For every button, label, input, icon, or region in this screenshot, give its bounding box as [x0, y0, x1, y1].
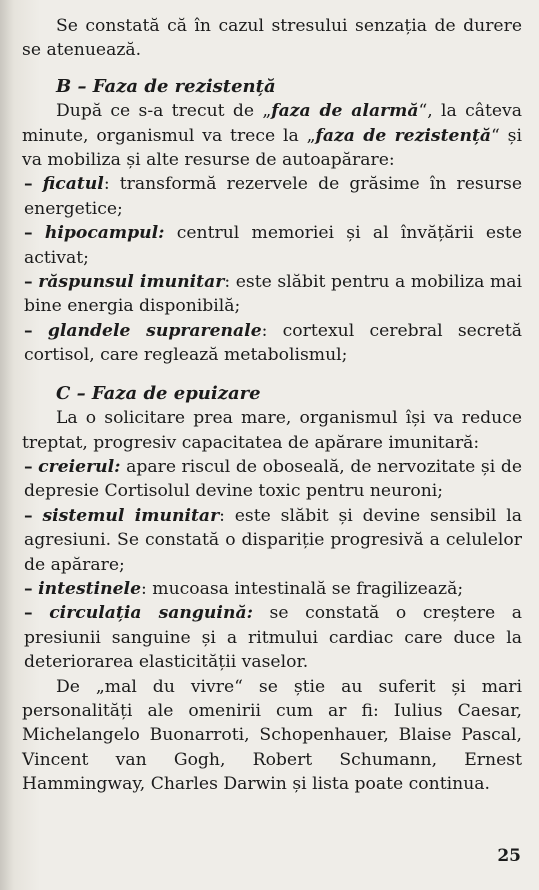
- term-resistance-phase: faza de rezistență: [315, 125, 492, 146]
- list-item-term: circulația sanguină:: [49, 603, 253, 624]
- section-c-heading: C – Faza de epuizare: [56, 382, 261, 404]
- intro-paragraph: Se constată că în cazul stresului senzația de durere se atenuează.: [22, 16, 522, 61]
- list-item-text: se constată o creștere a presiunii sanguine și a ritmului cardiac care duce la deteriorarea elasticității vaselor.: [24, 603, 522, 673]
- term-alarm-phase: faza de alarmă: [271, 101, 419, 122]
- list-item-text: : transformă rezervele de grăsime în resurse energetice;: [24, 174, 522, 219]
- list-item-term: ficatul: [42, 174, 104, 195]
- list-item-term: răspunsul imunitar: [38, 272, 225, 293]
- list-item: [22, 577, 522, 601]
- list-item: [22, 270, 522, 319]
- section-b-paragraph: [22, 99, 522, 172]
- text-run: După ce s-a trecut de „: [56, 101, 272, 122]
- list-item: [22, 319, 522, 368]
- list-item-text: centrul memoriei și al învățării este activat;: [24, 223, 522, 268]
- list-item-text: : este slăbit pentru a mobiliza mai bine energia disponibilă;: [24, 272, 523, 317]
- list-item-term: intestinele: [38, 578, 142, 599]
- dash: –: [24, 272, 33, 293]
- section-c-paragraph: La o solicitare prea mare, organismul își va reduce treptat, progresiv capacitatea de apărare imunitară:: [22, 408, 522, 453]
- list-item-text: : mucoasa intestinală se fragilizează;: [141, 578, 464, 599]
- page-number: 25: [497, 846, 521, 866]
- dash: –: [24, 603, 33, 624]
- section-b-heading: B – Faza de rezistență: [56, 75, 276, 97]
- list-item-term: creierul:: [38, 456, 121, 477]
- text-run: “, la câteva minute, organismul va trece la „: [22, 101, 522, 146]
- text-run: “ și va mobiliza și alte resurse de autoapărare:: [22, 125, 522, 171]
- closing-paragraph: De „mal du vivre“ se știe au suferit și mari personalități ale omenirii cum ar fi: Iulius Caesar, Michelangelo Buonarroti, Schopenhauer, Blaise Pascal, Vincent van Gogh, Robert Schumann, Ernest Hammingway, Charles Darwin și lista poate continua.: [22, 676, 522, 795]
- list-item-text: apare riscul de oboseală, de nervozitate și de depresie Cortisolul devine toxic pentru neuroni;: [24, 456, 522, 502]
- dash: –: [24, 320, 33, 341]
- list-item: [22, 172, 522, 221]
- list-item-term: sistemul imunitar: [42, 505, 220, 526]
- dash: –: [24, 223, 33, 244]
- list-item: [22, 455, 522, 504]
- dash: –: [24, 174, 33, 195]
- list-item-text: : cortexul cerebral secretă cortisol, care reglează metabolismul;: [24, 320, 522, 366]
- dash: –: [24, 456, 33, 477]
- dash: –: [24, 505, 33, 526]
- list-item: [22, 504, 522, 577]
- list-item-term: glandele suprarenale: [47, 320, 262, 341]
- list-item: [22, 601, 522, 674]
- page-text: [22, 14, 522, 797]
- list-item-term: hipocampul:: [44, 223, 165, 244]
- dash: –: [24, 578, 33, 599]
- list-item: [22, 221, 522, 270]
- list-item-text: : este slăbit și devine sensibil la agresiuni. Se constată o dispariție progresivă a celulelor de apărare;: [24, 505, 522, 575]
